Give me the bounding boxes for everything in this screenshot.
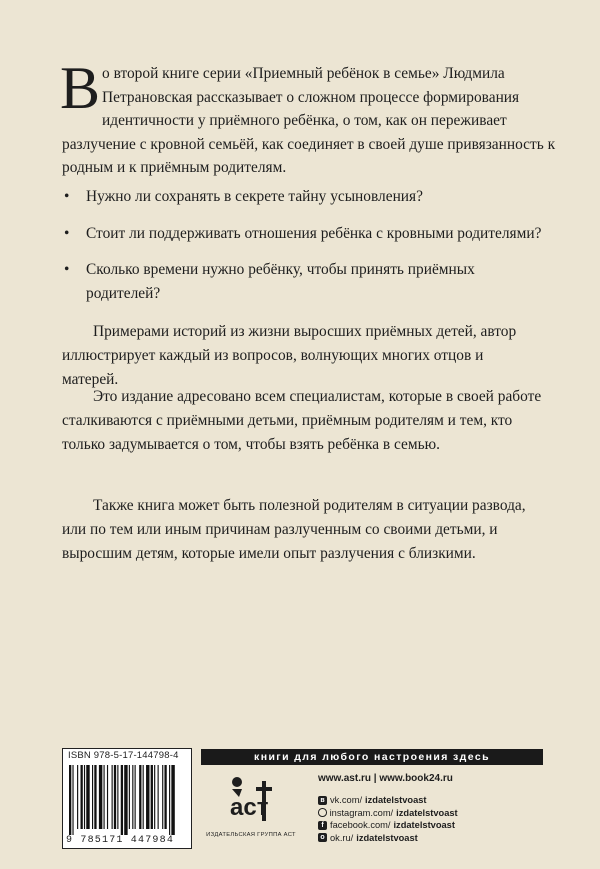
barcode-bar [92,765,93,829]
barcode-bar [146,765,149,829]
barcode-bar [86,765,89,829]
publisher-name: ИЗДАТЕЛЬСКАЯ ГРУППА АСТ [206,832,296,838]
social-links [318,794,458,844]
vk-icon: в [318,796,327,805]
barcode-bar [158,765,159,829]
bullet-icon: • [64,188,70,205]
barcode-bar [135,765,136,829]
bullet-icon: • [64,261,70,278]
intro-paragraph [60,55,562,180]
social-link-ok[interactable]: о ok.ru/ izdatelstvoast [318,832,458,845]
barcode-bar [69,765,71,835]
barcode-bar [124,765,127,835]
social-link-instagram[interactable]: instagram.com/ izdatelstvoast [318,807,458,820]
website-links[interactable]: www.ast.ru | www.book24.ru [318,773,453,784]
barcode-bar [81,765,83,829]
bullet-icon: • [64,224,70,242]
body-paragraph: Это издание адресовано всем специалистам, которые в своей работе сталкиваются с приёмными детьми, приёмным родителям и тем, кто только задумывается о том, чтобы взять ребёнка в семью. [62,388,542,453]
barcode-bar [129,765,130,829]
barcode-bar [99,765,102,829]
barcode-bar [164,765,166,829]
isbn-barcode-box [62,748,192,849]
ast-logo [228,775,278,827]
question-list [62,185,542,318]
barcode-bar [139,765,141,829]
barcode-bar [132,765,133,829]
barcode-bar [117,765,118,829]
barcode-bar [84,765,85,829]
barcode-bar [143,765,144,829]
barcode-bar [72,765,73,835]
isbn-label: ISBN 978-5-17-144798-4 [68,750,179,761]
barcode-icon [69,765,187,835]
barcode-bar [104,765,105,829]
svg-text:аст: аст [230,794,269,821]
slogan-banner: книги для любого настроения здесь [201,749,543,765]
body-paragraph: Примерами историй из жизни выросших приёмных детей, автор иллюстрирует каждый из вопросов, волнующих многих отцов и матерей. [62,323,517,388]
barcode-bar [94,765,96,829]
body-paragraph: Также книга может быть полезной родителям в ситуации развода, или по тем или иным причинам разлученным со своими детьми, и выросшим детям, которые имели опыт разлучения с близкими. [62,497,526,562]
barcode-bar [114,765,116,829]
barcode-bar [107,765,108,829]
intro-text: о второй книге серии «Приемный ребёнок в семье» Людмила Петрановская рассказывает о сложном процессе формирования идентичности у приёмного ребёнка, о том, как он переживает разлучение с кровной семьёй, как соединяет в своей душе привязанность к родным и к приёмным родителям. [62,65,556,176]
social-link-facebook[interactable]: f facebook.com/ izdatelstvoast [318,819,458,832]
barcode-bar [154,765,155,829]
question-item: • Сколько времени нужно ребёнку, чтобы принять приёмных родителей? [62,258,542,305]
barcode-bar [169,765,170,835]
barcode-bar [121,765,123,835]
barcode-bar [77,765,78,829]
ok-icon: о [318,833,327,842]
drop-cap: В [60,55,101,121]
isbn-digits: 9 785171 447984 [66,835,175,846]
social-link-vk[interactable]: в vk.com/ izdatelstvoast [318,794,458,807]
facebook-icon: f [318,821,327,830]
barcode-bar [162,765,163,829]
question-item: • Нужно ли сохранять в секрете тайну усыновления? [62,185,542,209]
barcode-bar [112,765,113,829]
instagram-icon [318,808,327,817]
barcode-bar [171,765,174,835]
barcode-bar [151,765,153,829]
question-item: • Стоит ли поддерживать отношения ребёнка с кровными родителями? [62,222,542,246]
